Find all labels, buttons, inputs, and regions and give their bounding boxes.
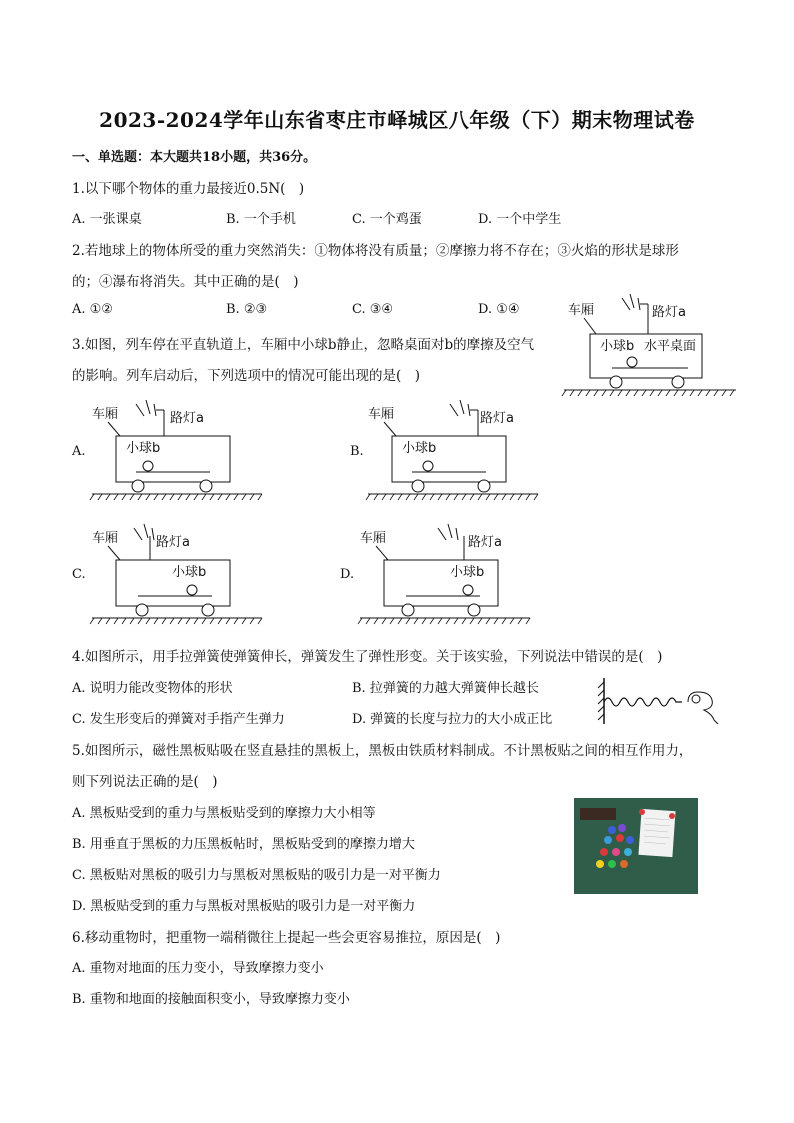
q4-option-a[interactable]: A. 说明力能改变物体的形状	[72, 681, 233, 696]
ball-label: 小球b	[450, 565, 485, 580]
car-label: 车厢	[92, 531, 119, 546]
question-6-stem: 6.移动重物时，把重物一端稍微往上提起一些会更容易推拉，原因是( )	[72, 930, 501, 946]
car-label: 车厢	[92, 407, 119, 422]
ball-label: 小球b	[402, 441, 437, 456]
q1-option-d[interactable]: D. 一个中学生	[478, 212, 562, 227]
q1-option-b[interactable]: B. 一个手机	[226, 212, 296, 227]
question-5-stem-line1: 5.如图所示，磁性黑板贴吸在竖直悬挂的黑板上，黑板由铁质材料制成。不计黑板贴之间的相互作用力，	[72, 743, 693, 759]
spring-hand-figure	[596, 672, 726, 732]
eraser-icon	[580, 808, 616, 820]
spring-icon	[604, 698, 682, 706]
q4-option-b[interactable]: B. 拉弹簧的力越大弹簧伸长越长	[352, 681, 539, 696]
q3-figure-b	[364, 398, 544, 508]
q2-option-c[interactable]: C. ③④	[352, 302, 394, 317]
q5-option-a[interactable]: A. 黑板贴受到的重力与黑板贴受到的摩擦力大小相等	[72, 806, 376, 821]
ground-hatch	[562, 390, 734, 396]
q5-option-b[interactable]: B. 用垂直于黑板的力压黑板帖时，黑板贴受到的摩擦力增大	[72, 837, 415, 852]
question-1-stem: 1.以下哪个物体的重力最接近0.5N( )	[72, 181, 305, 197]
car-label: 车厢	[368, 407, 395, 422]
lamp-label: 路灯a	[156, 535, 190, 550]
q2-option-d[interactable]: D. ①④	[478, 302, 520, 317]
q3-option-b[interactable]: B.	[350, 444, 364, 459]
ball-label: 小球b	[172, 565, 207, 580]
question-3-stem-line1: 3.如图，列车停在平直轨道上，车厢中小球b静止，忽略桌面对b的摩擦及空气	[72, 337, 535, 353]
q1-option-a[interactable]: A. 一张课桌	[72, 212, 142, 227]
table-label: 水平桌面	[644, 339, 697, 354]
question-2-stem-line2: 的；④瀑布将消失。其中正确的是( )	[72, 274, 299, 290]
q3-figure-c	[88, 522, 268, 632]
question-2-stem-line1: 2.若地球上的物体所受的重力突然消失：①物体将没有质量；②摩擦力将不存在；③火焰的形状是球形	[72, 243, 679, 259]
question-5-stem-line2: 则下列说法正确的是( )	[72, 774, 218, 790]
q2-option-a[interactable]: A. ①②	[72, 302, 113, 317]
car-label: 车厢	[360, 531, 387, 546]
q1-option-c[interactable]: C. 一个鸡蛋	[352, 212, 422, 227]
q3-main-figure	[560, 290, 740, 400]
q5-option-d[interactable]: D. 黑板贴受到的重力与黑板对黑板贴的吸引力是一对平衡力	[72, 899, 416, 914]
q3-option-d[interactable]: D.	[340, 567, 355, 582]
question-4-stem: 4.如图所示，用手拉弹簧使弹簧伸长，弹簧发生了弹性形变。关于该实验，下列说法中错误的是( )	[72, 649, 663, 665]
page-title: 2023-2024学年山东省枣庄市峄城区八年级（下）期末物理试卷	[99, 108, 695, 132]
q4-option-d[interactable]: D. 弹簧的长度与拉力的大小成正比	[352, 712, 553, 727]
q4-option-c[interactable]: C. 发生形变后的弹簧对手指产生弹力	[72, 712, 285, 727]
q3-option-a[interactable]: A.	[72, 444, 86, 459]
car-label: 车厢	[568, 303, 595, 318]
section-heading: 一、单选题：本大题共18小题，共36分。	[72, 150, 317, 165]
ball-label: 小球b	[126, 441, 161, 456]
q3-option-c[interactable]: C.	[72, 567, 86, 582]
q6-option-a[interactable]: A. 重物对地面的压力变小，导致摩擦力变小	[72, 961, 324, 976]
q6-option-b[interactable]: B. 重物和地面的接触面积变小，导致摩擦力变小	[72, 992, 350, 1007]
ball-label: 小球b	[600, 339, 635, 354]
q2-option-b[interactable]: B. ②③	[226, 302, 268, 317]
lamp-label: 路灯a	[468, 535, 502, 550]
magnetic-blackboard-photo	[574, 798, 698, 894]
question-3-stem-line2: 的影响。列车启动后，下列选项中的情况可能出现的是( )	[72, 368, 421, 384]
q3-figure-a	[88, 398, 268, 508]
lamp-label: 路灯a	[170, 411, 204, 426]
lamp-label: 路灯a	[652, 305, 686, 320]
lamp-label: 路灯a	[480, 411, 514, 426]
q5-option-c[interactable]: C. 黑板贴对黑板的吸引力与黑板对黑板贴的吸引力是一对平衡力	[72, 868, 441, 883]
q3-figure-d	[356, 522, 536, 632]
